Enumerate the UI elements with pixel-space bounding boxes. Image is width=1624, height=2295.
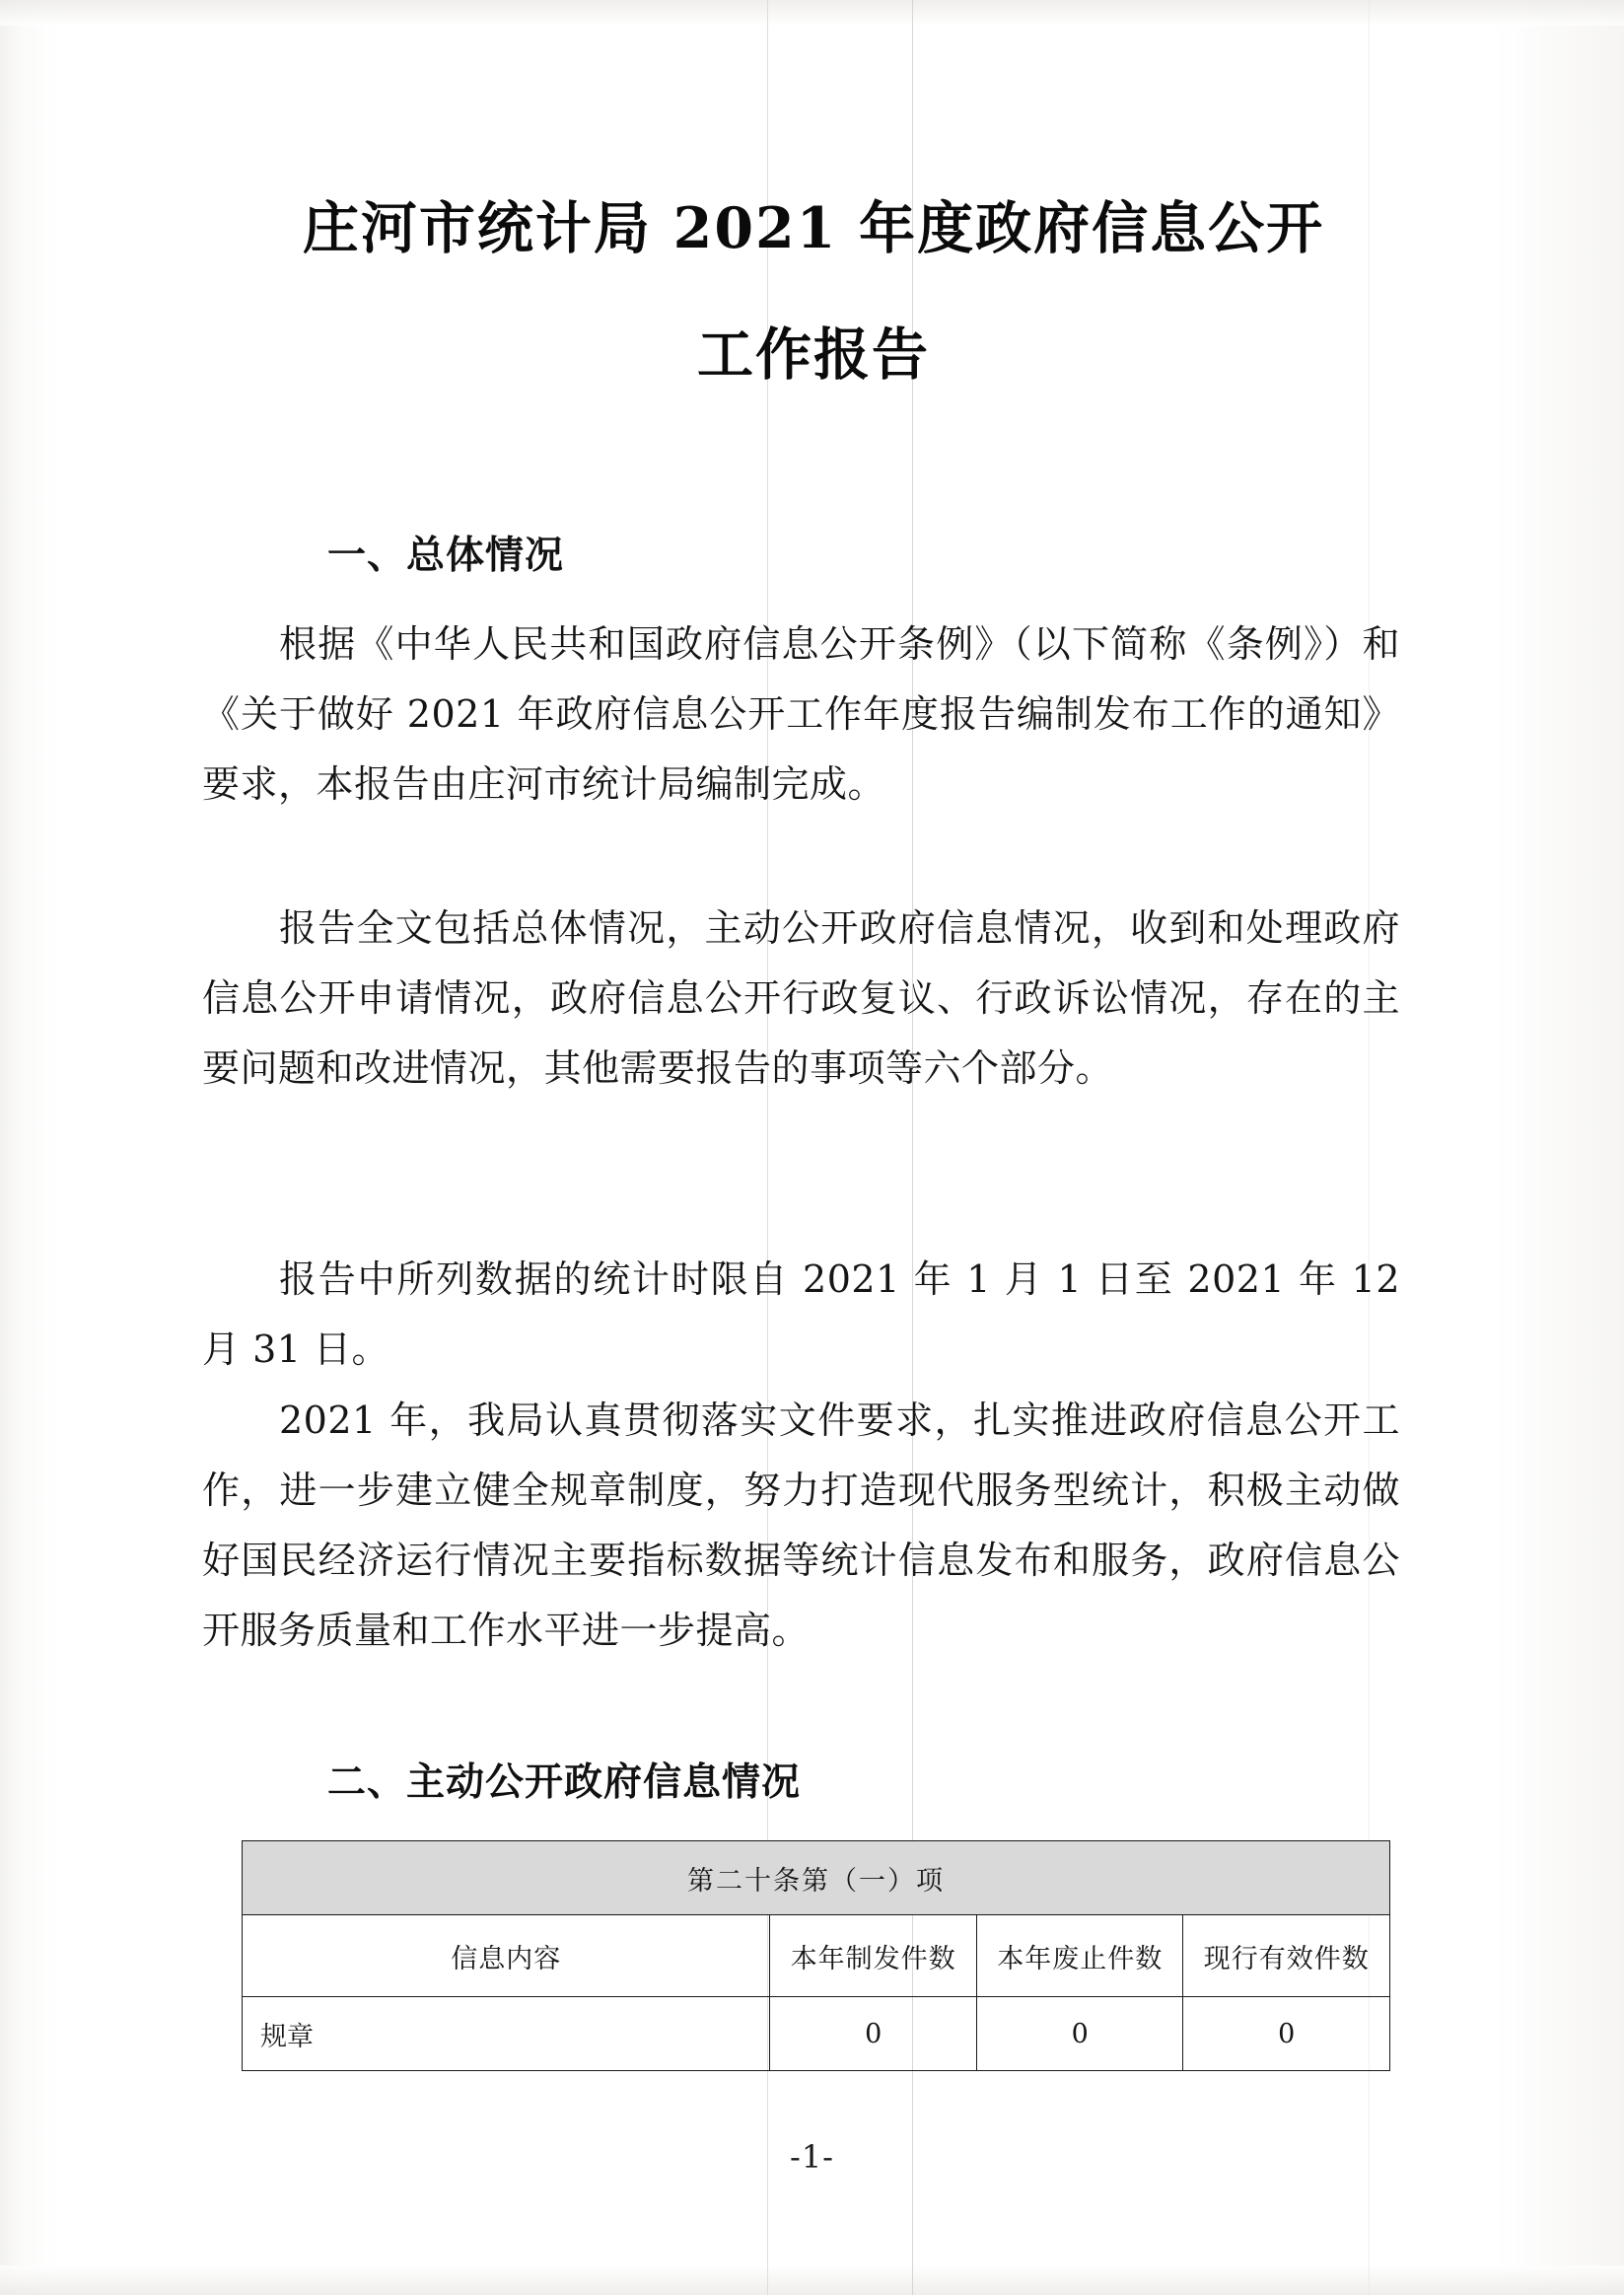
document-title-line-2: 工作报告 <box>697 322 930 388</box>
document-title <box>168 166 1459 418</box>
section-heading-1: 一、总体情况 <box>327 534 565 578</box>
table-row <box>243 1997 1390 2071</box>
table-cell-effective: 0 <box>1183 1997 1390 2071</box>
table-cell-row-label: 规章 <box>243 1997 770 2071</box>
paragraph-overview-structure: 报告全文包括总体情况，主动公开政府信息情况，收到和处理政府信息公开申请情况，政府信息公开行政复议、行政诉讼情况，存在的主要问题和改进情况，其他需要报告的事项等六个部分。 <box>202 906 1400 1090</box>
paragraph-overview-basis: 根据《中华人民共和国政府信息公开条例》（以下简称《条例》）和《关于做好 2021 年政府信息公开工作年度报告编制发布工作的通知》要求，本报告由庄河市统计局编制完成。 <box>202 622 1400 806</box>
table-column-header-info-content: 信息内容 <box>243 1915 770 1997</box>
proactive-disclosure-table-wrapper <box>242 1840 1390 2071</box>
table-cell-issued: 0 <box>770 1997 977 2071</box>
table-column-header-issued: 本年制发件数 <box>770 1915 977 1997</box>
proactive-disclosure-table <box>242 1840 1390 2071</box>
section-heading-2: 二、主动公开政府信息情况 <box>327 1760 802 1805</box>
table-header-row <box>243 1915 1390 1997</box>
paragraph-overview-period: 报告中所列数据的统计时限自 2021 年 1 月 1 日至 2021 年 12 月 31 日。 <box>202 1257 1400 1371</box>
table-merged-header-row <box>243 1841 1390 1915</box>
table-column-header-abolished: 本年废止件数 <box>976 1915 1183 1997</box>
table-cell-abolished: 0 <box>976 1997 1183 2071</box>
table-merged-header-cell: 第二十条第（一）项 <box>243 1841 1390 1915</box>
document-title-line-1: 庄河市统计局 2021 年度政府信息公开 <box>302 195 1325 261</box>
page-number: -1- <box>790 2138 834 2176</box>
table-column-header-effective: 现行有效件数 <box>1183 1915 1390 1997</box>
paragraph-overview-progress: 2021 年，我局认真贯彻落实文件要求，扎实推进政府信息公开工作，进一步建立健全规章制度，努力打造现代服务型统计，积极主动做好国民经济运行情况主要指标数据等统计信息发布和服务，政府信息公开服务质量和工作水平进一步提高。 <box>202 1399 1400 1652</box>
